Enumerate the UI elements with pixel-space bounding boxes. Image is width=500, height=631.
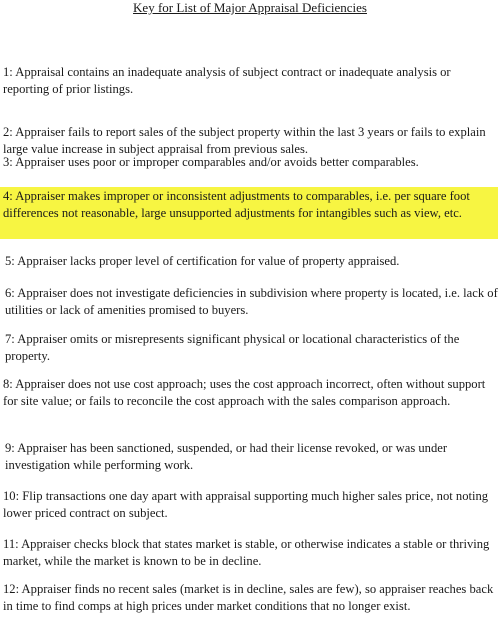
deficiency-item-3: 3: Appraiser uses poor or improper comparables and/or avoids better comparables. — [3, 155, 419, 169]
deficiency-item-1: 1: Appraisal contains an inadequate analysis of subject contract or inadequate analysis or reporting of prior listings. — [3, 65, 451, 96]
deficiency-item-4-highlighted: 4: Appraiser makes improper or inconsistent adjustments to comparables, i.e. per square foot differences not reasonable, large unsupported adjustments for intangibles such as view, etc. — [0, 187, 498, 239]
document-title: Key for List of Major Appraisal Deficiencies — [133, 0, 367, 15]
deficiency-item-12: 12: Appraiser finds no recent sales (market is in decline, sales are few), so appraiser reaches back in time to find comps at high prices under market conditions that no longer exist. — [3, 582, 494, 613]
deficiency-item-5: 5: Appraiser lacks proper level of certification for value of property appraised. — [5, 254, 400, 268]
deficiency-item-8: 8: Appraiser does not use cost approach; uses the cost approach incorrect, often without support for site value; or fails to reconcile the cost approach with the sales comparison approach. — [3, 377, 486, 408]
deficiency-item-2: 2: Appraiser fails to report sales of the subject property within the last 3 years or fails to explain large value increase in subject appraisal from previous sales. — [3, 125, 486, 156]
deficiency-item-6: 6: Appraiser does not investigate deficiencies in subdivision where property is located, i.e. lack of utilities or lack of amenities promised to buyers. — [5, 286, 498, 317]
deficiency-item-10: 10: Flip transactions one day apart with appraisal supporting much higher sales price, not noting lower priced contract on subject. — [3, 489, 489, 520]
deficiency-item-7: 7: Appraiser omits or misrepresents significant physical or locational characteristics of the property. — [5, 332, 460, 363]
deficiency-item-9: 9: Appraiser has been sanctioned, suspended, or had their license revoked, or was under investigation while performing work. — [5, 441, 448, 472]
deficiency-item-11: 11: Appraiser checks block that states market is stable, or otherwise indicates a stable or thriving market, while the market is known to be in decline. — [3, 537, 490, 568]
